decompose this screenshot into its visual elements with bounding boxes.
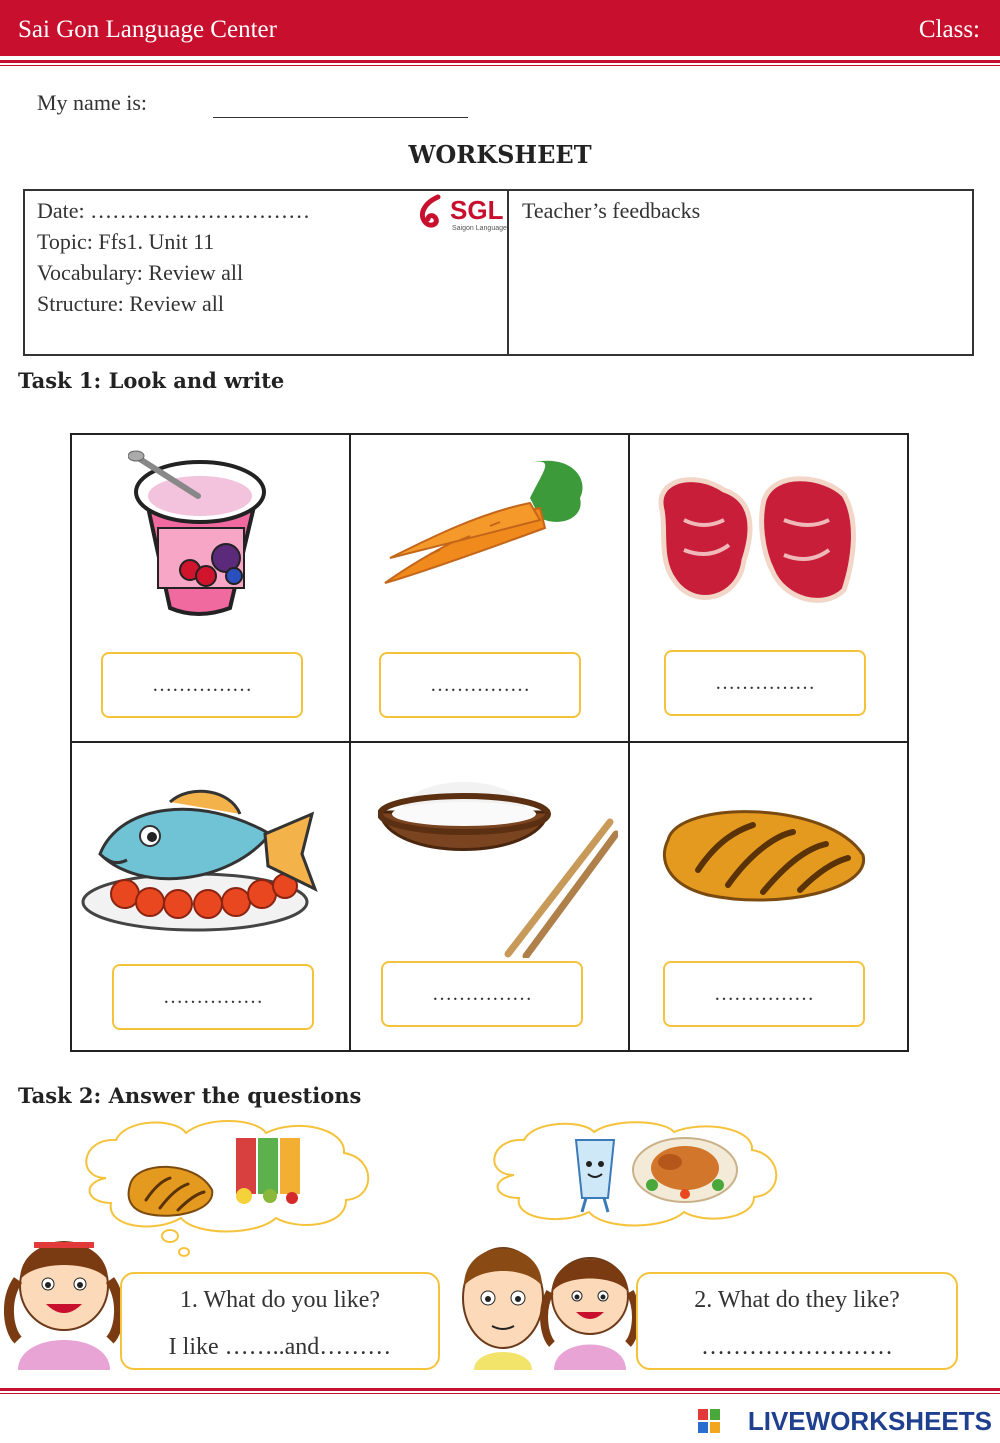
answer-2-input[interactable]: …………………… — [701, 1334, 893, 1360]
water-glass-icon — [566, 1134, 624, 1214]
vocabulary-line: Vocabulary: Review all — [37, 260, 244, 285]
answer-box-carrot[interactable]: …………… — [379, 652, 581, 718]
juice-icon — [230, 1130, 306, 1204]
answer-box-fish[interactable]: …………… — [112, 964, 314, 1030]
date-line: Date: ………………………… — [37, 198, 311, 223]
teacher-feedback-label: Teacher’s feedbacks — [522, 198, 701, 223]
question-2-text: 2. What do they like? — [694, 1287, 900, 1313]
name-label: My name is: — [37, 90, 147, 115]
carrot-icon — [380, 458, 590, 588]
answer-box-rice[interactable]: …………… — [381, 961, 583, 1027]
bread-icon — [126, 1160, 216, 1220]
header-divider — [0, 60, 1000, 63]
yogurt-icon — [128, 448, 268, 618]
sgl-logo — [414, 193, 508, 237]
answer-box-bread[interactable]: …………… — [663, 961, 865, 1027]
worksheet-title: WORKSHEET — [408, 140, 592, 169]
topic-line: Topic: Ffs1. Unit 11 — [37, 229, 215, 254]
sgl-swirl-icon — [414, 193, 450, 237]
task1-title: Task 1: Look and write — [18, 368, 285, 393]
question-1-text: 1. What do you like? — [179, 1287, 381, 1313]
answer-box-yogurt[interactable]: …………… — [101, 652, 303, 718]
footer-divider-thin — [0, 1393, 1000, 1394]
rice-icon — [378, 772, 618, 958]
task2-title: Task 2: Answer the questions — [18, 1083, 362, 1108]
name-input-line[interactable] — [213, 117, 468, 118]
question-box-2 — [636, 1272, 958, 1370]
girl-icon — [4, 1220, 124, 1370]
footer-divider — [0, 1388, 1000, 1391]
sgl-logo-subtext: Saigon Language — [452, 225, 507, 232]
meat-icon — [654, 470, 858, 610]
header-divider-thin — [0, 65, 1000, 66]
roast-chicken-icon — [630, 1130, 740, 1204]
answer-1-input[interactable]: I like ……..and……… — [168, 1334, 392, 1360]
liveworksheets-logo-icon — [698, 1409, 720, 1433]
grid-divider — [70, 741, 909, 743]
boy-icon — [456, 1236, 550, 1370]
answer-box-meat[interactable]: …………… — [664, 650, 866, 716]
bread-icon — [658, 800, 872, 908]
center-name: Sai Gon Language Center — [18, 16, 277, 43]
structure-line: Structure: Review all — [37, 291, 224, 316]
sgl-logo-text: SGL — [450, 195, 504, 225]
liveworksheets-brand: LIVEWORKSHEETS — [747, 1406, 992, 1436]
class-label: Class: — [918, 16, 980, 43]
fish-icon — [80, 784, 320, 934]
question-box-1 — [120, 1272, 440, 1370]
girl-icon — [540, 1240, 640, 1370]
